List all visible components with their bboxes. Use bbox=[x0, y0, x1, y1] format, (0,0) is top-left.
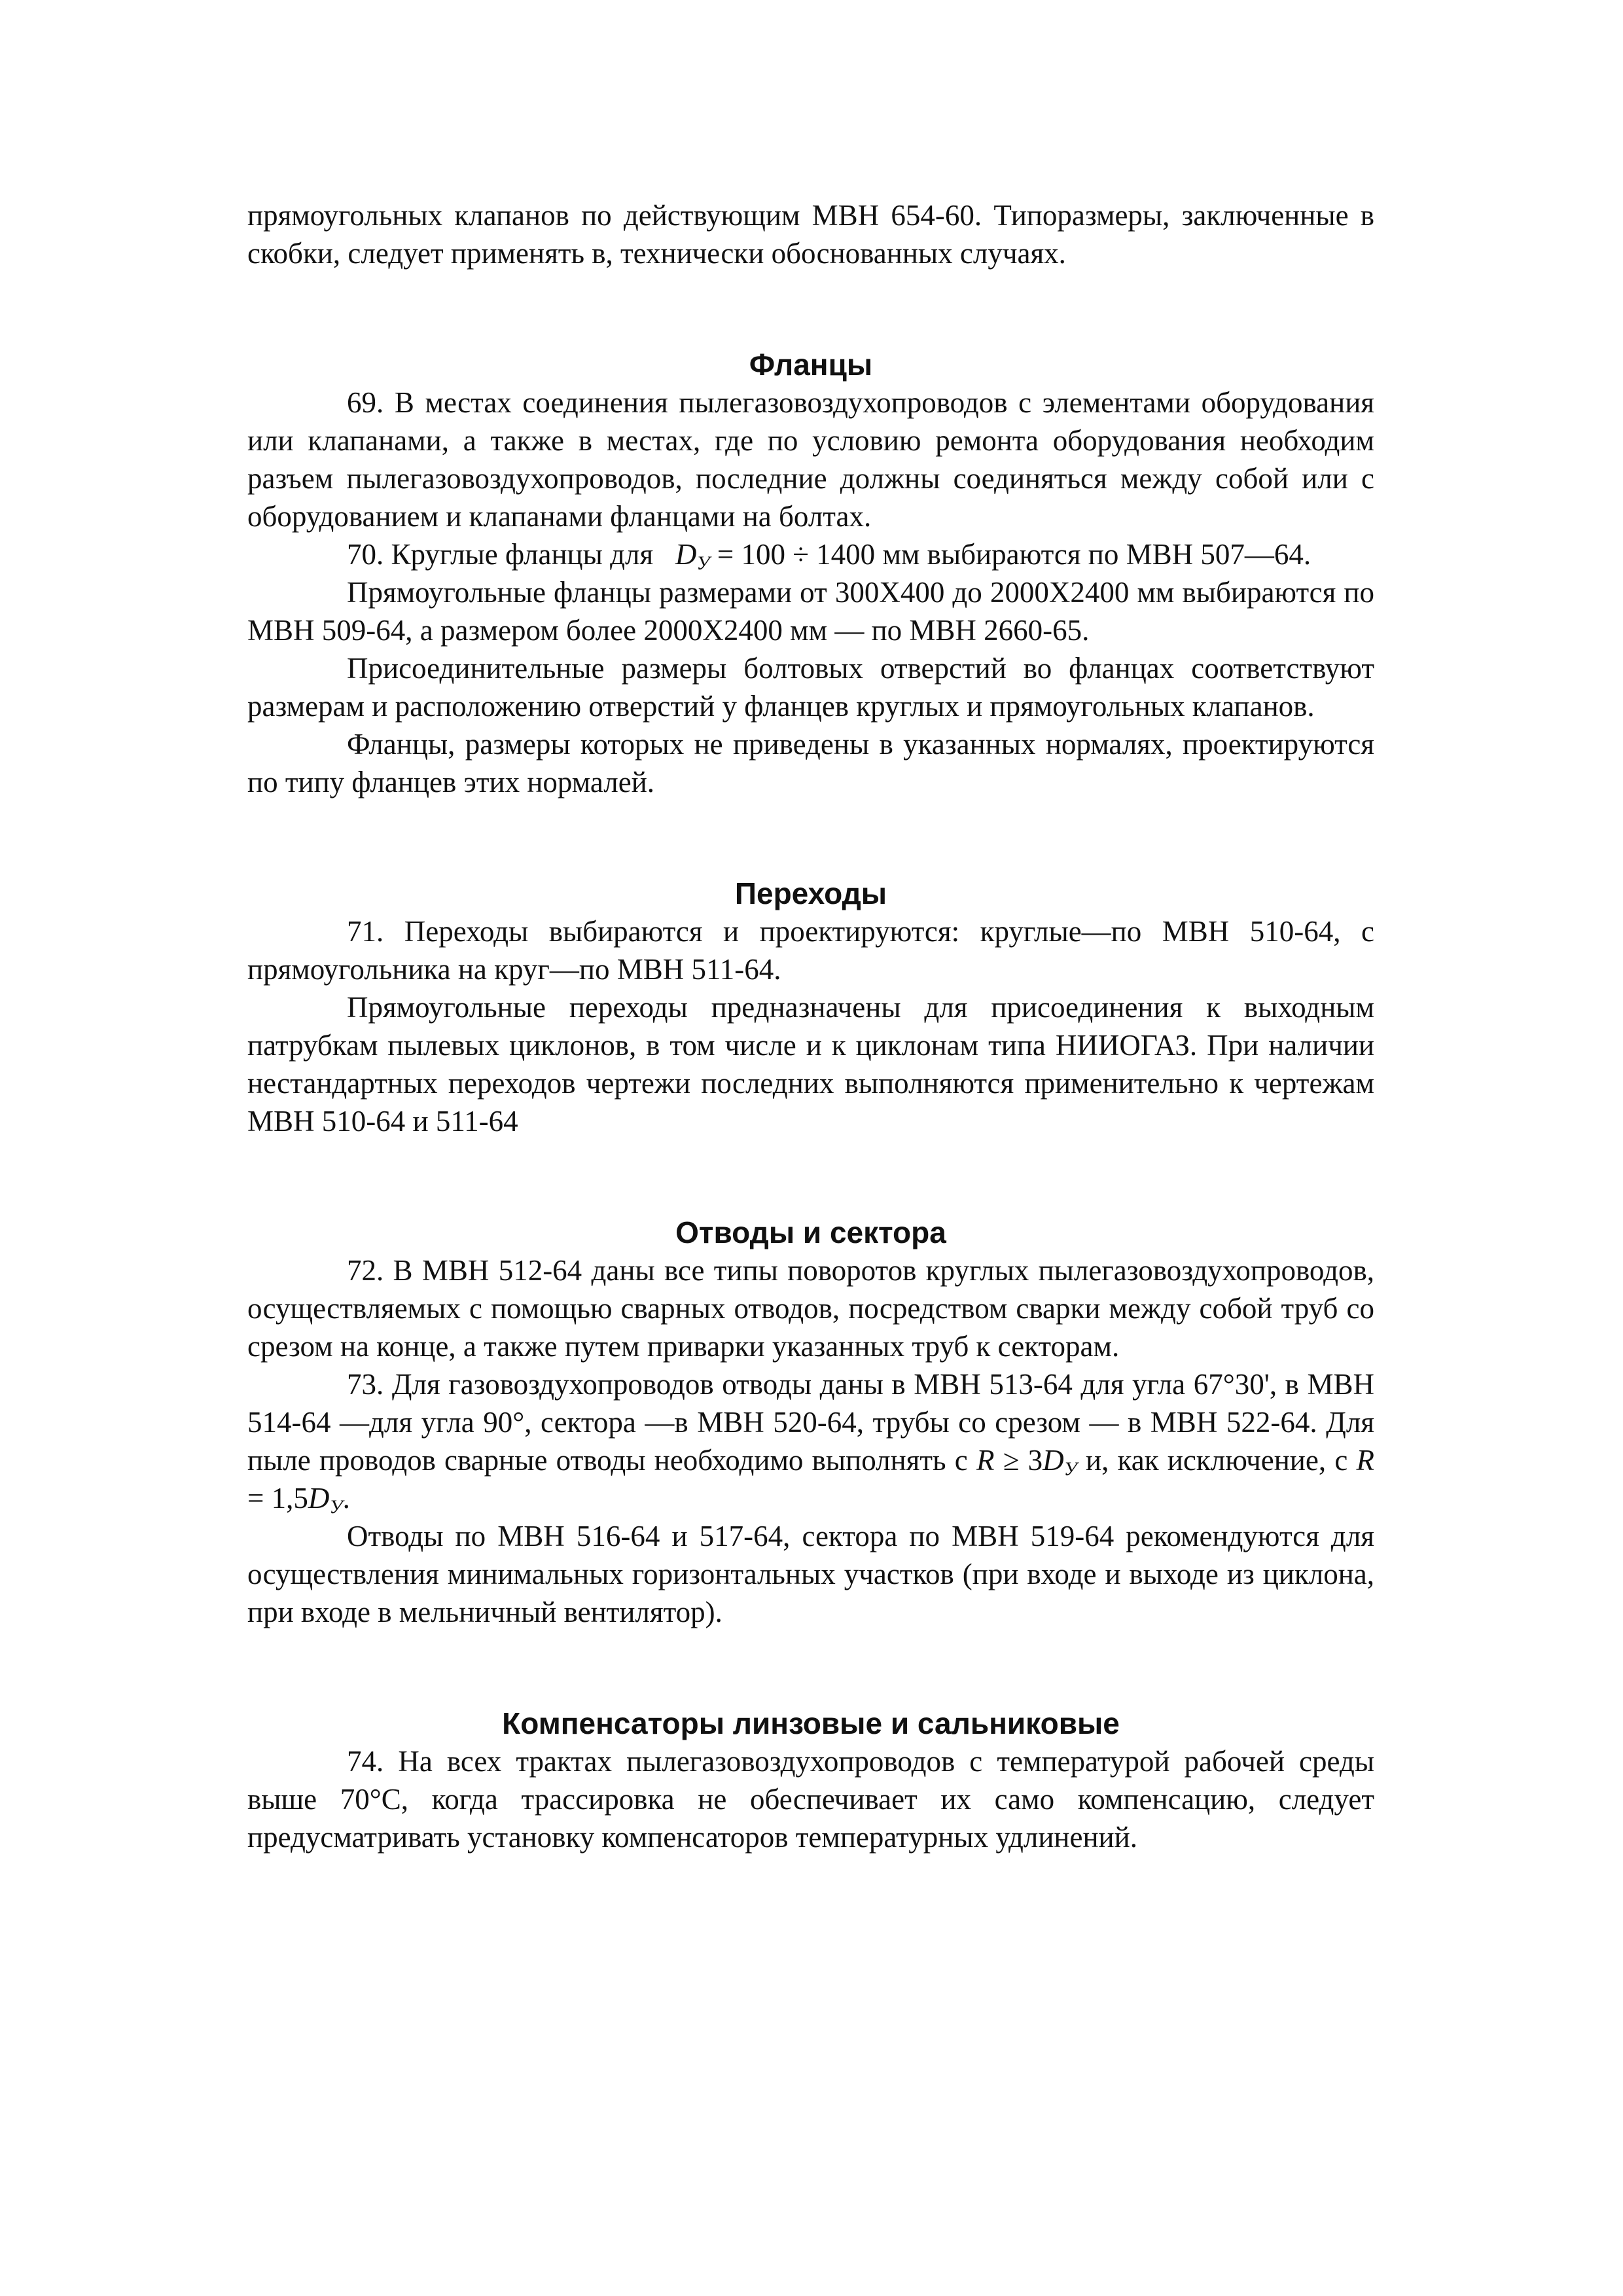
formula-dy-var: D bbox=[675, 538, 697, 571]
formula-r-dsub: У bbox=[1063, 1458, 1077, 1480]
formula-r-var: R bbox=[976, 1444, 995, 1477]
paragraph-73-end: . bbox=[342, 1482, 350, 1515]
paragraph-70-bolts: Присоединительные размеры болтовых отверстий во фланцах соответствуют размерам и расположению отверстий у фланцев круглых и прямоугольных клапанов. bbox=[247, 652, 1374, 723]
paragraph-71-rect: Прямоугольные переходы предназначены для присоединения к выходным патрубкам пылевых циклонов, в том числе и к циклонам типа НИИОГАЗ. При наличии нестандартных переходов чертежи последних выполняются применительно к чертежам МВН 510-64 и 511-64 bbox=[247, 991, 1374, 1138]
paragraph-69: 69. В местах соединения пылегазовоздухопроводов с элементами оборудования или клапанами, а также в местах, где по условию ремонта оборудования необходим разъем пылегазовоздухопроводов, последние должны соединяться между собой или с оборудованием и клапанами фланцами на болтах. bbox=[247, 386, 1374, 533]
formula-r-ge: ≥ 3 bbox=[994, 1444, 1043, 1477]
transitions-heading: Переходы bbox=[734, 876, 887, 910]
bends-heading: Отводы и сектора bbox=[675, 1215, 946, 1249]
paragraph-70-lead: 70. Круглые фланцы для bbox=[347, 538, 654, 571]
paragraph-73-between: и, как исключение, с bbox=[1077, 1444, 1357, 1477]
paragraph-71: 71. Переходы выбираются и проектируются: круглые—по МВН 510-64, с прямоугольника на круг—по МВН 511-64. bbox=[247, 915, 1374, 986]
flanges-heading: Фланцы bbox=[749, 348, 873, 382]
compensators-heading: Компенсаторы линзовые и сальниковые bbox=[502, 1706, 1120, 1740]
formula-r2-dsub: У bbox=[329, 1496, 343, 1518]
paragraph-73-recommend: Отводы по МВН 516-64 и 517-64, сектора по МВН 519-64 рекомендуются для осуществления минимальных горизонтальных участков (при входе и выходе из циклона, при входе в мельничный вентилятор). bbox=[247, 1520, 1374, 1628]
document-page bbox=[247, 196, 1374, 1856]
formula-r2-eq: = 1,5 bbox=[247, 1482, 308, 1515]
paragraph-74: 74. На всех трактах пылегазовоздухопроводов с температурой рабочей среды выше 70°С, когда трассировка не обеспечивает их само компенсацию, следует предусматривать установку компенсаторов температурных удлинений. bbox=[247, 1745, 1374, 1854]
paragraph-70 bbox=[247, 535, 1374, 573]
paragraph-73 bbox=[247, 1365, 1374, 1517]
paragraph-72: 72. В МВН 512-64 даны все типы поворотов круглых пылегазовоздухопроводов, осуществляемых с помощью сварных отводов, посредством сварки между собой труб со срезом на конце, а также путем приварки указанных труб к секторам. bbox=[247, 1254, 1374, 1363]
formula-dy-range: = 100 ÷ 1400 bbox=[709, 538, 876, 571]
formula-r2-var: R bbox=[1356, 1444, 1375, 1477]
paragraph-70-other: Фланцы, размеры которых не приведены в указанных нормалях, проектируются по типу фланцев этих нормалей. bbox=[247, 728, 1374, 798]
formula-r2-dvar: D bbox=[308, 1482, 330, 1515]
intro-paragraph: прямоугольных клапанов по действующим МВН 654-60. Типоразмеры, заключенные в скобки, следует применять в, технически обоснованных случаях. bbox=[247, 199, 1374, 270]
paragraph-70-rect: Прямоугольные фланцы размерами от 300Х400 до 2000Х2400 мм выбираются по МВН 509-64, а размером более 2000Х2400 мм — по МВН 2660-65. bbox=[247, 576, 1374, 647]
formula-dy-sub: У bbox=[696, 552, 710, 574]
formula-r-dvar: D bbox=[1043, 1444, 1064, 1477]
paragraph-70-tail: мм выбираются по МВН 507—64. bbox=[875, 538, 1311, 571]
paragraph-73-text: 73. Для газовоздухопроводов отводы даны в МВН 513-64 для угла 67°30', в МВН 514-64 —для угла 90°, сектора —в МВН 520-64, трубы со срезом — в МВН 522-64. Для пыле проводов сварные отводы необходимо выполнять с bbox=[247, 1368, 1374, 1477]
